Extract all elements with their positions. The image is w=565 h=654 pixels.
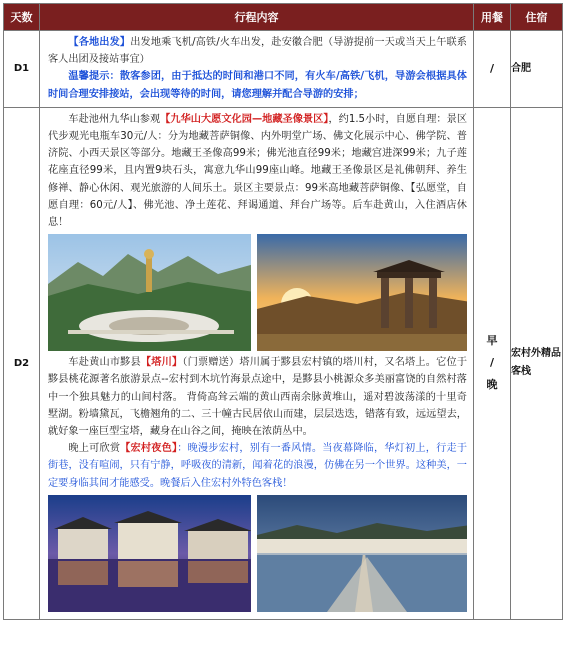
d2-p2-post: （门票赠送）塔川属于黟县宏村镇的塔川村，又名塔上。它位于黟县桃花源著名旅游景点--宏村到木坑竹海景点途中，是黟县小桃源众多美丽富饶的自然村落中一个独具魅力的山间村落。 背倚高耸云端的黄山西南余脉黄堆山，遥对碧波荡漾的十里奇墅湖。粉墙黛瓦，飞檐翘角的二、三十幢古民居依山而建，层层迭迭，错落有致，远远望去，就好象一座巨型宝塔，藏身在山谷之间，掩映在浓荫丛中。 — [48, 357, 468, 438]
d2-p3-post: ：晚漫步宏村，别有一番风情。当夜幕降临，华灯初上，行走于街巷，没有喧闹，只有宁静，呼吸夜的清新，闻着花的浪漫，仿佛在另一个世界。这种美，一定要身临其间才能感受。晚餐后入住宏村外特色客栈！ — [48, 443, 468, 489]
meal-separator: / — [489, 356, 495, 370]
meal-cell: / — [474, 31, 511, 108]
header-meal: 用餐 — [474, 4, 511, 31]
header-day: 天数 — [4, 4, 40, 31]
itinerary-table — [3, 3, 563, 620]
meal-dinner: 晚 — [486, 378, 498, 392]
hotel-cell: 合肥 — [511, 31, 563, 108]
day-content — [40, 31, 474, 108]
d2-paragraph-1 — [48, 111, 467, 231]
d2-p3-tag: 【宏村夜色】 — [120, 443, 178, 455]
table-header-row — [4, 4, 563, 31]
header-hotel: 住宿 — [511, 4, 563, 31]
d1-tag: 【各地出发】 — [68, 37, 131, 48]
day-label: D1 — [4, 31, 40, 108]
d2-paragraph-3 — [48, 440, 467, 492]
d1-tip: 温馨提示：散客参团，由于抵达的时间和港口不同，有火车/高铁/飞机，导游会根据具体时间合理安排接站，会出现等待的时间，请您理解并配合导游的安排； — [48, 71, 467, 100]
d1-text: 出发地乘飞机/高铁/火车出发，赴安徽合肥（导游提前一天或当天上午联系客人出团及接站事宜） — [48, 37, 467, 66]
d2-p1-post: ，约1.5小时，自愿自理：景区代步观光电瓶车30元/人：分为地藏菩萨铜像、内外明堂广场、佛文化展示中心、佛学院、普济院、小西天景区等部分。地藏王圣像高99米；佛光池直径99米；地藏宫进深99米；九子莲花座直径99米，且内置9块石头，寓意九华山99座山峰。地藏王圣像景区是礼佛朝拜、养生修禅、静心休闲、观光旅游的人间乐土。景区主要景点：99米高地藏菩萨铜像、【弘愿堂，自愿自理：60元/人】、佛光池、净土莲花、拜谒通道、拜台广场等。后车赴黄山，入住酒店休息！ — [48, 113, 468, 229]
scenic-photo — [257, 234, 467, 351]
scenic-photo — [48, 234, 251, 351]
d1-paragraph — [48, 34, 467, 68]
day-content — [40, 107, 474, 619]
day-row-d2 — [4, 107, 563, 619]
d2-paragraph-2 — [48, 354, 467, 440]
d2-p2-tag: 【塔川】 — [140, 357, 183, 369]
d2-p1-tag: 【九华山大愿文化园—地藏圣像景区】 — [160, 113, 329, 125]
photo-row-2 — [48, 495, 467, 612]
scenic-photo — [257, 495, 467, 612]
d2-p2-pre: 车赴黄山市黟县 — [68, 357, 141, 369]
photo-row-1 — [48, 234, 467, 351]
hotel-cell: 宏村外精品客栈 — [511, 107, 563, 619]
day-label: D2 — [4, 107, 40, 619]
d2-p3-pre: 晚上可欣赏 — [68, 443, 121, 455]
header-itinerary: 行程内容 — [40, 4, 474, 31]
meal-breakfast: 早 — [486, 334, 498, 348]
meal-cell — [474, 107, 511, 619]
d2-p1-pre: 车赴池州九华山参观 — [68, 113, 161, 125]
day-row-d1 — [4, 31, 563, 108]
scenic-photo — [48, 495, 251, 612]
